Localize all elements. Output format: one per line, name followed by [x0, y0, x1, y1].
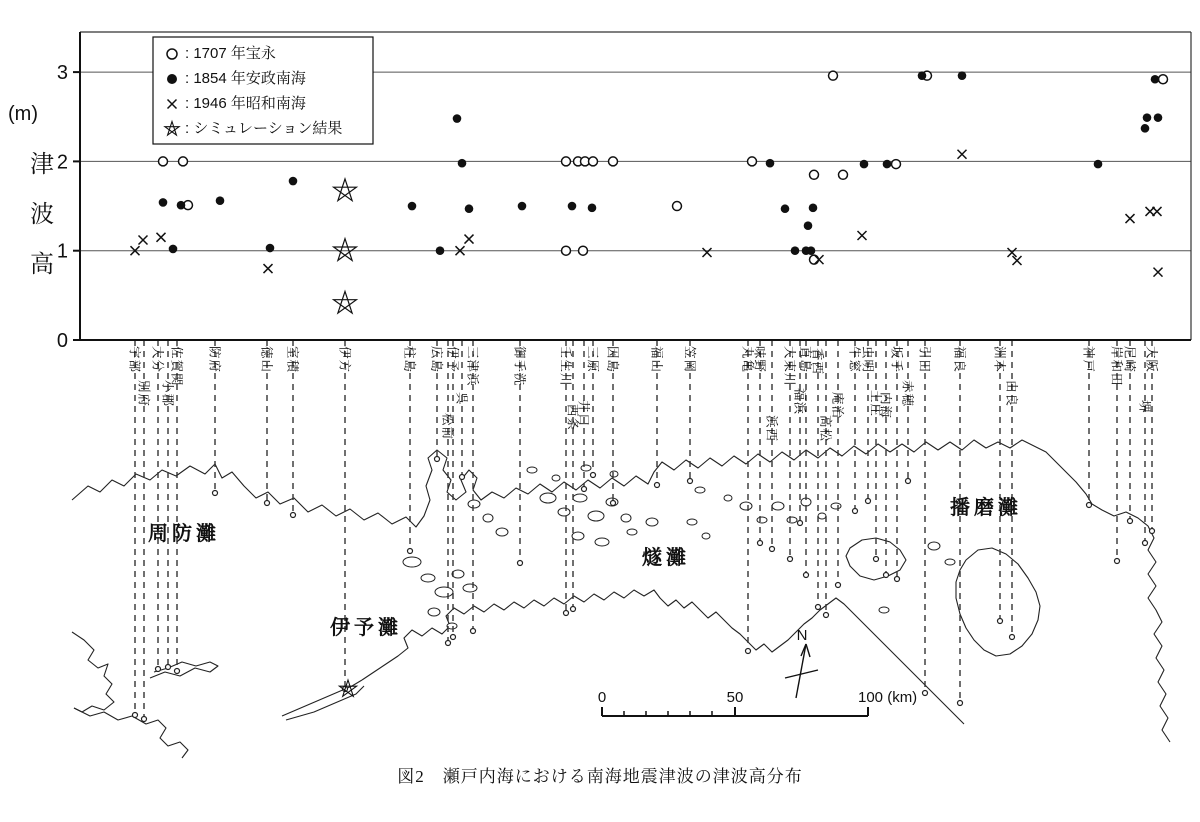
point-showa-1946	[465, 235, 474, 244]
station-coast-marker	[798, 521, 803, 526]
point-hoei-1707	[673, 202, 682, 211]
islet	[595, 538, 609, 546]
station-label: 高松	[818, 415, 833, 443]
chart-legend	[153, 37, 373, 144]
station-label: 壬生川	[558, 346, 573, 387]
point-ansei-1854	[568, 202, 577, 211]
station-coast-marker	[564, 611, 569, 616]
islet	[428, 608, 440, 616]
coastline	[74, 708, 188, 758]
station-coast-marker	[804, 573, 809, 578]
point-ansei-1854	[807, 246, 816, 255]
station-coast-marker	[591, 473, 596, 478]
point-hoei-1707	[1159, 75, 1168, 84]
islet	[627, 529, 637, 535]
station-label: 西条	[565, 404, 580, 432]
point-ansei-1854	[453, 114, 462, 123]
islet	[787, 517, 797, 523]
station-coast-marker	[906, 479, 911, 484]
station-label: 福山	[649, 346, 664, 374]
station-coast-marker	[175, 669, 180, 674]
islet	[403, 557, 421, 567]
station-label: 三津浜	[465, 346, 480, 387]
station-coast-marker	[133, 713, 138, 718]
north-arrow	[796, 644, 806, 698]
station-coast-marker	[571, 607, 576, 612]
station-label: 別府	[136, 380, 151, 408]
station-label: 大阪	[1144, 346, 1159, 374]
islet	[740, 502, 752, 510]
station-label: 伊方	[337, 346, 352, 374]
station-coast-marker	[758, 541, 763, 546]
point-showa-1946	[157, 233, 166, 242]
station-label: 味野	[752, 346, 767, 374]
islet	[483, 514, 493, 522]
point-hoei-1707	[839, 170, 848, 179]
point-simulation	[334, 239, 357, 261]
station-label: 直島	[798, 346, 813, 374]
point-ansei-1854	[1094, 160, 1103, 169]
point-hoei-1707	[589, 157, 598, 166]
station-coast-marker	[884, 573, 889, 578]
station-coast-marker	[770, 547, 775, 552]
station-coast-marker	[824, 613, 829, 618]
station-coast-marker	[213, 491, 218, 496]
station-coast-marker	[836, 583, 841, 588]
station-coast-marker	[451, 635, 456, 640]
islet	[702, 533, 710, 539]
station-coast-marker	[958, 701, 963, 706]
islet	[757, 517, 767, 523]
islet	[573, 494, 587, 502]
point-hoei-1707	[829, 71, 838, 80]
station-label: 室積	[285, 346, 300, 374]
station-label: 由良	[1004, 380, 1019, 408]
point-ansei-1854	[408, 202, 417, 211]
y-tick-label: 0	[56, 330, 68, 352]
station-coast-marker	[582, 487, 587, 492]
sea-name-label: 播磨灘	[950, 497, 1022, 519]
station-coast-marker	[788, 557, 793, 562]
station-coast-marker	[816, 605, 821, 610]
point-ansei-1854	[159, 198, 168, 207]
station-coast-marker	[471, 629, 476, 634]
station-label: 松前	[440, 413, 455, 441]
islet	[581, 465, 591, 471]
station-label: 広島	[429, 346, 444, 374]
station-coast-marker	[291, 513, 296, 518]
point-ansei-1854	[809, 204, 818, 213]
point-ansei-1854	[860, 160, 869, 169]
y-tick-label: 3	[56, 62, 68, 85]
islet	[621, 514, 631, 522]
station-label: 赤穂	[900, 380, 915, 408]
point-ansei-1854	[177, 201, 186, 210]
station-coast-marker	[1128, 519, 1133, 524]
station-label: 堺	[1137, 400, 1152, 414]
point-ansei-1854	[1151, 75, 1160, 84]
station-label: 伊予	[445, 346, 460, 374]
station-label: 大束川	[782, 346, 797, 387]
point-showa-1946	[958, 150, 967, 159]
station-coast-marker	[518, 561, 523, 566]
y-axis-title-char: 高	[30, 251, 54, 278]
legend-label: : 1854 年安政南海	[185, 70, 306, 87]
point-showa-1946	[1126, 214, 1135, 223]
islet	[928, 542, 940, 550]
station-label: 引田	[917, 346, 932, 374]
point-hoei-1707	[179, 157, 188, 166]
islet	[558, 508, 570, 516]
station-coast-marker	[446, 641, 451, 646]
islet	[646, 518, 658, 526]
point-ansei-1854	[781, 204, 790, 213]
station-coast-marker	[265, 501, 270, 506]
y-axis-title-char: 波	[30, 201, 54, 228]
islet	[588, 511, 604, 521]
station-coast-marker	[1087, 503, 1092, 508]
station-coast-marker	[611, 501, 616, 506]
station-coast-marker	[156, 667, 161, 672]
islet	[496, 528, 508, 536]
islet	[772, 502, 784, 510]
station-label: 笠岡	[682, 346, 697, 374]
legend-label: : 1707 年宝永	[185, 45, 276, 62]
station-label: 三原	[585, 346, 600, 374]
station-label: 防府	[207, 346, 222, 374]
figure-caption: 図2 瀬戸内海における南海地震津波の津波高分布	[397, 767, 803, 786]
station-label: 小郡	[160, 380, 175, 408]
islet	[421, 574, 435, 582]
point-simulation	[334, 291, 357, 313]
station-label: 大分	[150, 346, 165, 374]
point-showa-1946	[703, 248, 712, 257]
point-ansei-1854	[266, 244, 275, 253]
point-showa-1946	[1154, 268, 1163, 277]
station-label: 丸亀	[740, 346, 755, 374]
point-ansei-1854	[216, 196, 225, 205]
point-ansei-1854	[1141, 124, 1150, 133]
station-label: 佐賀関	[169, 346, 184, 387]
station-coast-marker	[923, 691, 928, 696]
islet	[695, 487, 705, 493]
scale-label-0: 0	[597, 689, 607, 706]
islet	[831, 503, 841, 509]
station-lines	[133, 340, 1155, 722]
station-label: 呉	[454, 392, 469, 406]
station-label: 宇部	[127, 346, 142, 374]
point-ansei-1854	[518, 202, 527, 211]
point-showa-1946	[139, 235, 148, 244]
station-label: 御手洗	[512, 346, 527, 387]
sea-name-label: 周防灘	[148, 523, 220, 545]
point-showa-1946	[858, 231, 867, 240]
islet	[724, 495, 732, 501]
station-label: 坂手	[889, 346, 904, 374]
station-label: 庵治	[830, 392, 845, 420]
station-label: 虫明	[860, 346, 875, 374]
station-coast-marker	[1115, 559, 1120, 564]
station-coast-marker	[655, 483, 660, 488]
islet	[945, 559, 955, 565]
station-coast-marker	[866, 499, 871, 504]
y-tick-label: 2	[56, 151, 68, 174]
legend-open-circle-icon	[167, 49, 177, 59]
legend-filled-circle-icon	[167, 74, 177, 84]
point-hoei-1707	[562, 246, 571, 255]
point-hoei-1707	[810, 255, 819, 264]
station-label: 福浜	[792, 388, 807, 416]
station-label: 神戸	[1081, 346, 1096, 374]
station-coast-marker	[408, 549, 413, 554]
y-axis-unit: (m)	[8, 103, 38, 125]
station-labels	[128, 346, 1160, 442]
station-coast-marker	[853, 509, 858, 514]
station-label: 牛窓	[847, 346, 862, 374]
islet	[687, 519, 697, 525]
y-tick-label: 1	[56, 240, 68, 263]
station-coast-marker	[895, 577, 900, 582]
station-coast-marker	[460, 475, 465, 480]
map-coastline	[72, 440, 1170, 758]
point-ansei-1854	[588, 204, 597, 213]
station-label: 徳山	[259, 346, 274, 374]
point-hoei-1707	[562, 157, 571, 166]
islet	[435, 587, 453, 597]
north-label: N	[796, 627, 808, 644]
point-ansei-1854	[791, 246, 800, 255]
station-label: 井口	[576, 400, 591, 428]
islet	[818, 513, 826, 519]
station-coast-marker	[998, 619, 1003, 624]
sea-name-label: 燧灘	[642, 547, 690, 569]
station-coast-marker	[1150, 529, 1155, 534]
islet	[572, 532, 584, 540]
y-axis-title-char: 津	[30, 151, 54, 178]
point-ansei-1854	[1154, 113, 1163, 122]
coastline	[72, 632, 114, 712]
sea-name-label: 伊予灘	[330, 617, 402, 639]
point-ansei-1854	[883, 160, 892, 169]
station-coast-marker	[688, 479, 693, 484]
point-hoei-1707	[579, 246, 588, 255]
point-hoei-1707	[609, 157, 618, 166]
station-label: 洲本	[992, 346, 1007, 374]
point-ansei-1854	[958, 71, 967, 80]
point-hoei-1707	[159, 157, 168, 166]
legend-label: : シミュレーション結果	[185, 120, 343, 137]
point-showa-1946	[264, 264, 273, 273]
islet	[610, 471, 618, 477]
islet	[540, 493, 556, 503]
islet	[527, 467, 537, 473]
station-coast-marker	[746, 649, 751, 654]
station-coast-marker	[435, 457, 440, 462]
islet	[552, 475, 560, 481]
station-label: 内海	[878, 392, 893, 420]
scale-label-100: 100 (km)	[858, 689, 918, 706]
coastline	[286, 686, 364, 720]
station-coast-marker	[1010, 635, 1015, 640]
point-hoei-1707	[810, 170, 819, 179]
legend-label: : 1946 年昭和南海	[185, 95, 306, 112]
station-coast-marker	[874, 557, 879, 562]
station-coast-marker	[1143, 541, 1148, 546]
station-label: 福良	[952, 346, 967, 374]
island	[956, 548, 1040, 656]
point-hoei-1707	[892, 160, 901, 169]
station-label: 香西	[810, 348, 825, 376]
point-ansei-1854	[436, 246, 445, 255]
islet	[463, 584, 477, 592]
station-label: 尼崎	[1122, 346, 1137, 374]
point-ansei-1854	[804, 221, 813, 230]
point-ansei-1854	[465, 204, 474, 213]
point-ansei-1854	[289, 177, 298, 186]
station-label: 浜西	[764, 415, 779, 443]
islet	[879, 607, 889, 613]
islet	[452, 570, 464, 578]
point-ansei-1854	[918, 71, 927, 80]
point-ansei-1854	[169, 245, 178, 254]
station-label: 因島	[605, 346, 620, 374]
point-showa-1946	[1008, 248, 1017, 257]
point-showa-1946	[1013, 256, 1022, 265]
islet	[468, 500, 480, 508]
scale-label-50: 50	[726, 689, 744, 706]
point-hoei-1707	[748, 157, 757, 166]
map-annotations	[148, 495, 1022, 716]
station-coast-marker	[142, 717, 147, 722]
station-label: 柱島	[402, 346, 417, 374]
station-label: 岸和田	[1109, 346, 1124, 387]
point-ansei-1854	[1143, 113, 1152, 122]
station-coast-marker	[166, 665, 171, 670]
station-label: 土庄	[868, 390, 883, 418]
point-ansei-1854	[766, 159, 775, 168]
point-showa-1946	[1153, 207, 1162, 216]
point-simulation	[334, 179, 357, 201]
point-ansei-1854	[458, 159, 467, 168]
